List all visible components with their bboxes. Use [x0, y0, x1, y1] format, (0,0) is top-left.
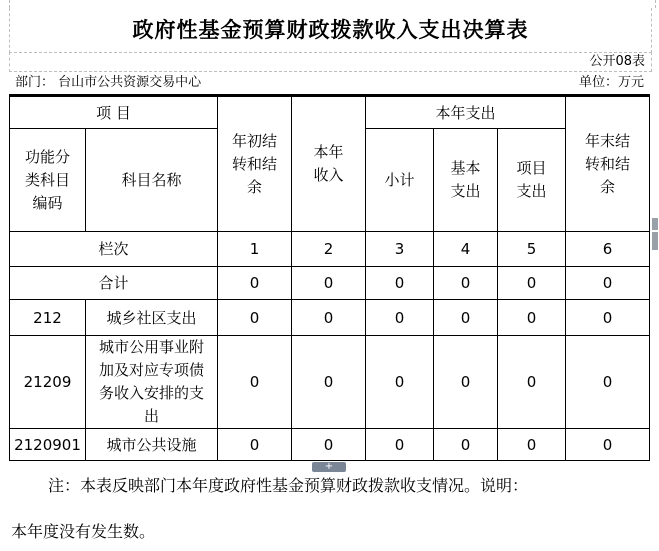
table-resize-handle[interactable]: +: [312, 462, 346, 472]
row-resize-marker[interactable]: [652, 218, 658, 230]
index-cell: 3: [366, 232, 434, 267]
value-cell: 0: [498, 300, 566, 336]
index-cell: 2: [292, 232, 366, 267]
table-row: [10, 300, 650, 336]
total-cell: 0: [434, 267, 498, 300]
value-cell: 0: [366, 336, 434, 429]
index-label: 栏次: [10, 232, 218, 267]
total-cell: 0: [292, 267, 366, 300]
row-code: 21209: [10, 336, 86, 429]
page-title: 政府性基金预算财政拨款收入支出决算表: [9, 8, 652, 53]
row-resize-marker[interactable]: [652, 232, 658, 250]
header-func-code: 功能分类科目编码: [10, 129, 86, 232]
total-cell: 0: [366, 267, 434, 300]
value-cell: 0: [366, 300, 434, 336]
row-name: 城市公用事业附加及对应专项债务收入安排的支出: [86, 336, 218, 429]
total-cell: 0: [566, 267, 650, 300]
unit-label: 单位：万元: [578, 75, 644, 90]
header-subject-name: 科目名称: [86, 129, 218, 232]
value-cell: 0: [366, 429, 434, 461]
value-cell: 0: [218, 429, 292, 461]
form-code-row: [9, 52, 652, 72]
value-cell: 0: [218, 300, 292, 336]
header-income: 本年收入: [292, 97, 366, 232]
value-cell: 0: [434, 336, 498, 429]
table-row: [10, 429, 650, 461]
index-cell: 4: [434, 232, 498, 267]
total-label: 合计: [10, 267, 218, 300]
row-code: 212: [10, 300, 86, 336]
value-cell: 0: [218, 336, 292, 429]
header-subtotal: 小计: [366, 129, 434, 232]
index-cell: 5: [498, 232, 566, 267]
table-row: [10, 267, 650, 300]
row-name: 城市公共设施: [86, 429, 218, 461]
index-cell: 1: [218, 232, 292, 267]
value-cell: 0: [498, 336, 566, 429]
value-cell: 0: [566, 429, 650, 461]
value-cell: 0: [292, 336, 366, 429]
value-cell: 0: [292, 429, 366, 461]
header-project-exp: 项目支出: [498, 129, 566, 232]
header-begin-balance: 年初结转和结余: [218, 97, 292, 232]
budget-table: [9, 96, 650, 461]
value-cell: 0: [434, 300, 498, 336]
table-row: [10, 232, 650, 267]
row-code: 2120901: [10, 429, 86, 461]
header-basic: 基本支出: [434, 129, 498, 232]
note-line-2: 本年度没有发生数。: [11, 522, 156, 541]
value-cell: 0: [566, 336, 650, 429]
value-cell: 0: [434, 429, 498, 461]
index-cell: 6: [566, 232, 650, 267]
department-row: [9, 72, 650, 96]
form-code: 公开08表: [589, 54, 645, 69]
header-expense-group: 本年支出: [366, 97, 566, 129]
value-cell: 0: [566, 300, 650, 336]
note-line-1: 注：本表反映部门本年度政府性基金预算财政拨款收支情况。说明：: [48, 476, 529, 495]
total-cell: 0: [498, 267, 566, 300]
department-label: 部门： 台山市公共资源交易中心: [15, 75, 202, 90]
header-project: 项 目: [10, 97, 218, 129]
value-cell: 0: [292, 300, 366, 336]
header-end-balance: 年末结转和结余: [566, 97, 650, 232]
row-name: 城乡社区支出: [86, 300, 218, 336]
table-row: [10, 336, 650, 429]
value-cell: 0: [498, 429, 566, 461]
total-cell: 0: [218, 267, 292, 300]
gridline: [9, 0, 656, 8]
